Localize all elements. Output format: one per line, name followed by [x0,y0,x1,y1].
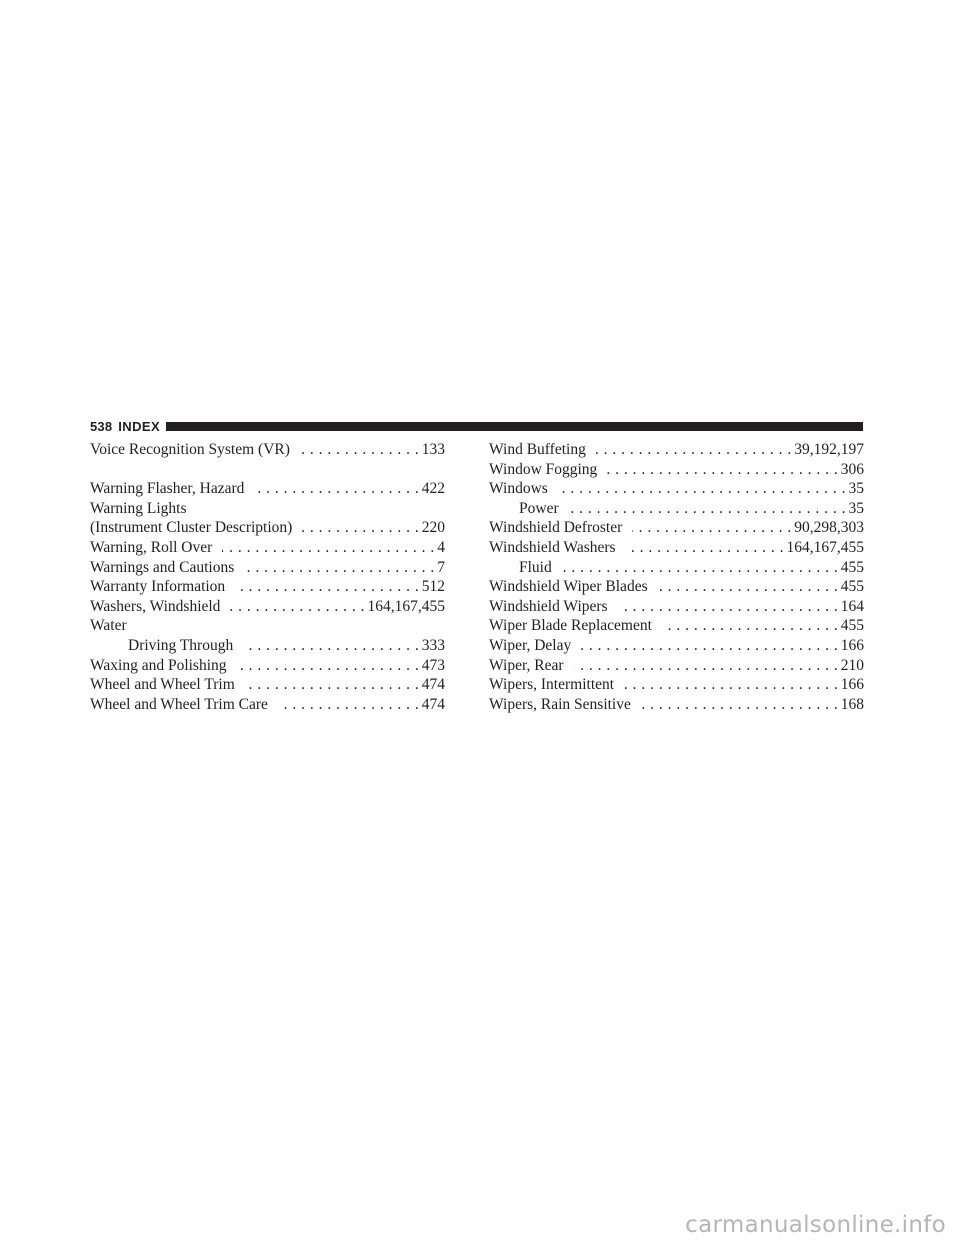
entry-page: 90,298,303 [794,519,864,537]
index-entry [489,460,864,480]
entry-page: 220 [421,519,445,537]
watermark-text: carmanualsonline.info [685,1212,946,1238]
leader-dots [626,538,784,558]
index-entry [489,577,864,597]
entry-label: Fluid [519,558,552,576]
entry-page: 39,192,197 [794,441,864,458]
index-entry [489,636,864,656]
entry-label: Windshield Wiper Blades [489,578,648,596]
entry-label: (Instrument Cluster Description) [90,519,293,537]
entry-page: 422 [421,480,445,498]
leader-dots [244,558,434,578]
entry-label: Wind Buffeting [489,441,586,458]
entry-label: Voice Recognition System (VR) [90,441,290,458]
index-entry [90,656,445,676]
entry-page: 35 [848,499,864,517]
entry-page: 455 [840,578,864,596]
index-entry [90,440,445,460]
entry-page: 7 [437,558,445,576]
entry-page: 210 [840,656,864,674]
entry-label: Wiper, Rear [489,656,564,674]
index-entry [489,656,864,676]
index-column-left [90,440,445,714]
leader-dots [632,518,791,538]
page-number: 538 [90,419,113,434]
index-entry [90,597,445,617]
leader-dots [230,597,364,617]
index-entry [489,675,864,695]
index-entry [90,675,445,695]
index-entry [90,479,445,499]
leader-dots [596,440,791,460]
page-header [90,417,863,436]
index-entry [489,518,864,538]
entry-label: Wheel and Wheel Trim [90,676,235,694]
entry-label: Wiper Blade Replacement [489,617,652,635]
entry-label: Water [90,617,127,635]
leader-dots [302,518,418,538]
leader-dots [562,558,838,578]
index-subentry [90,636,445,656]
entry-page: 333 [421,636,445,654]
header-rule [166,422,863,431]
entry-label: Warning Flasher, Hazard [90,480,245,498]
entry-page: 455 [840,558,864,576]
entry-label: Windshield Defroster [489,519,623,537]
index-subentry [489,558,864,578]
index-column-right [489,440,864,714]
entry-label: Warnings and Cautions [90,558,235,576]
leader-dots [574,656,838,676]
leader-dots [237,656,419,676]
entry-label: Warning Lights [90,499,187,517]
entry-page: 474 [421,695,445,713]
entry-page: 164,167,455 [786,538,864,556]
leader-dots [278,695,419,715]
leader-dots [243,636,419,656]
leader-dots [222,538,434,558]
entry-label: Power [519,499,559,517]
index-entry [489,538,864,558]
leader-dots [618,597,838,617]
leader-dots [658,577,838,597]
entry-page: 473 [421,656,445,674]
index-entry [489,440,864,460]
leader-dots [300,440,419,460]
index-entry [489,479,864,499]
entry-label: Windshield Wipers [489,597,608,615]
index-subentry [489,499,864,519]
entry-page: 4 [437,538,445,556]
entry-label: Windows [489,480,548,498]
entry-page: 35 [848,480,864,498]
entry-page: 166 [840,676,864,694]
entry-label: Wipers, Rain Sensitive [489,695,631,713]
index-entry [489,597,864,617]
entry-page: 133 [421,441,445,458]
index-entry [489,695,864,715]
index-entry [489,616,864,636]
entry-page: 474 [421,676,445,694]
index-entry [90,538,445,558]
index-entry [90,577,445,597]
leader-dots [624,675,838,695]
leader-dots [254,479,418,499]
leader-dots [607,460,837,480]
leader-dots [245,675,419,695]
entry-label: Window Fogging [489,460,598,478]
entry-label: Driving Through [128,636,234,654]
index-entry [90,499,445,519]
index-entry [90,558,445,578]
entry-label: Wheel and Wheel Trim Care [90,695,268,713]
index-entry [90,518,445,538]
leader-dots [641,695,838,715]
leader-dots [569,499,846,519]
leader-dots [558,479,846,499]
entry-label: Windshield Washers [489,538,616,556]
entry-label: Warranty Information [90,578,226,596]
entry-page: 164 [840,597,864,615]
index-entry [90,695,445,715]
entry-page: 306 [840,460,864,478]
entry-page: 455 [840,617,864,635]
entry-label: Warning, Roll Over [90,538,213,556]
entry-page: 166 [840,636,864,654]
entry-page: 164,167,455 [367,597,445,615]
entry-label: Washers, Windshield [90,597,221,615]
entry-label: Waxing and Polishing [90,656,227,674]
entry-label: Wiper, Delay [489,636,572,654]
entry-page: 512 [421,578,445,596]
leader-dots [581,636,838,656]
leader-dots [235,577,419,597]
index-entry [90,616,445,636]
leader-dots [662,616,838,636]
entry-label: Wipers, Intermittent [489,676,615,694]
entry-page: 168 [840,695,864,713]
section-title: INDEX [118,419,161,434]
